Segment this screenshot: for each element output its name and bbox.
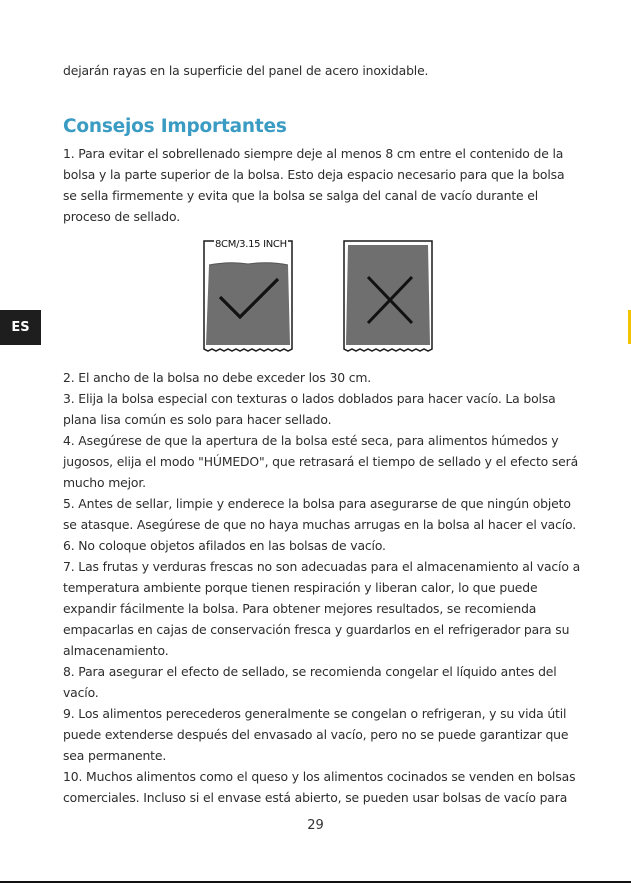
text-line: comerciales. Incluso si el envase está abierto, se pueden usar bolsas de vacío para: [63, 790, 568, 805]
text-line: 4. Asegúrese de que la apertura de la bolsa esté seca, para alimentos húmedos y: [63, 433, 559, 448]
text-line: 7. Las frutas y verduras frescas no son adecuadas para el almacenamiento al vacío a: [63, 559, 581, 574]
text-line: 3. Elija la bolsa especial con texturas o lados doblados para hacer vacío. La bolsa: [63, 391, 556, 406]
page-number: 29: [307, 818, 324, 833]
text-line: bolsa y la parte superior de la bolsa. Esto deja espacio necesario para que la bolsa: [63, 167, 565, 182]
bag-correct-illustration: [200, 237, 296, 355]
text-line: proceso de sellado.: [63, 209, 180, 224]
text-line: empacarlas en cajas de conservación fresca y guardarlos en el refrigerador para su: [63, 622, 570, 637]
bag-wrong-graphic: [340, 237, 436, 355]
text-line: se atasque. Asegúrese de que no haya muchas arrugas en la bolsa al hacer el vacío.: [63, 517, 577, 532]
text-line: mucho mejor.: [63, 475, 146, 490]
text-line: jugosos, elija el modo "HÚMEDO", que retrasará el tiempo de sellado y el efecto será: [63, 454, 579, 469]
text-line: almacenamiento.: [63, 643, 169, 658]
text-line: 5. Antes de sellar, limpie y enderece la bolsa para asegurarse de que ningún objeto: [63, 496, 571, 511]
text-line: 8. Para asegurar el efecto de sellado, se recomienda congelar el líquido antes del: [63, 664, 557, 679]
text-line: 9. Los alimentos perecederos generalmente se congelan o refrigeran, y su vida útil: [63, 706, 567, 721]
text-line: dejarán rayas en la superficie del panel de acero inoxidable.: [63, 63, 429, 78]
text-line: plana lisa común es solo para hacer sellado.: [63, 412, 332, 427]
text-line: 2. El ancho de la bolsa no debe exceder los 30 cm.: [63, 370, 372, 385]
intro-text: [63, 60, 573, 81]
text-line: 1. Para evitar el sobrellenado siempre deje al menos 8 cm entre el contenido de la: [63, 146, 564, 161]
bag-wrong-illustration: [340, 237, 436, 355]
tip-1-paragraph: [63, 143, 573, 227]
tips-list: [63, 367, 581, 808]
text-line: 10. Muchos alimentos como el queso y los alimentos cocinados se venden en bolsas: [63, 769, 576, 784]
bag-correct-graphic: [200, 237, 296, 355]
language-tab: ES: [0, 310, 41, 345]
text-line: expandir fácilmente la bolsa. Para obtener mejores resultados, se recomienda: [63, 601, 537, 616]
text-line: vacío.: [63, 685, 99, 700]
text-line: puede extenderse después del envasado al vacío, pero no se puede garantizar que: [63, 727, 569, 742]
section-heading: Consejos Importantes: [63, 116, 287, 137]
text-line: se sella firmemente y evita que la bolsa se salga del canal de vacío durante el: [63, 188, 539, 203]
bag-height-label: 8CM/3.15 INCH: [215, 239, 287, 250]
text-line: 6. No coloque objetos afilados en las bolsas de vacío.: [63, 538, 386, 553]
text-line: temperatura ambiente porque tienen respiración y liberan calor, lo que puede: [63, 580, 538, 595]
text-line: sea permanente.: [63, 748, 167, 763]
